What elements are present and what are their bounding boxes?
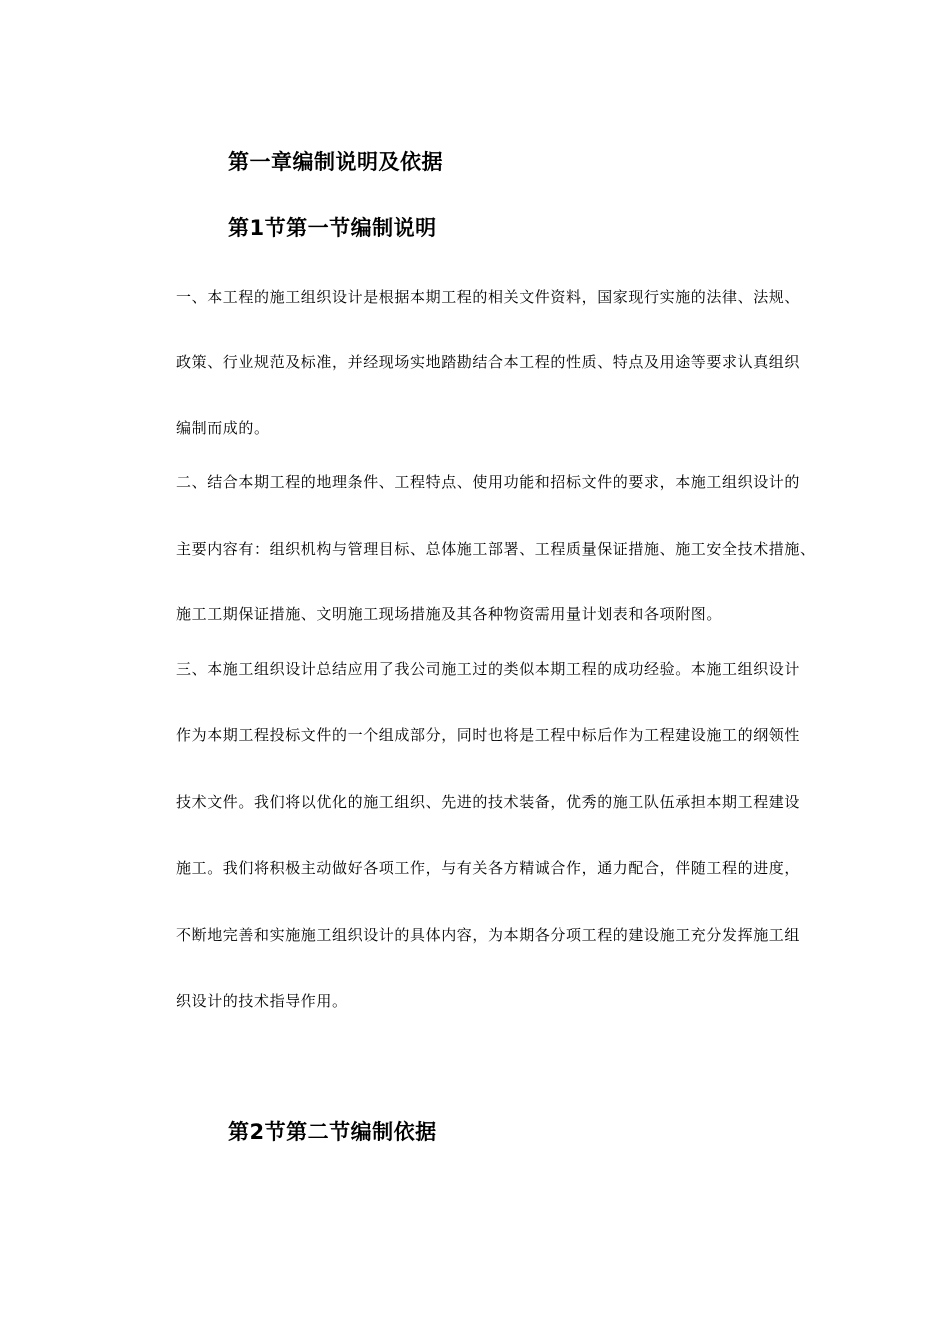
section-2-title: 第2节第二节编制依据	[228, 1120, 437, 1144]
chapter-title: 第一章编制说明及依据	[228, 150, 443, 174]
paragraph-line: 不断地完善和实施施工组织设计的具体内容，为本期各分项工程的建设施工充分发挥施工组	[176, 926, 801, 944]
paragraph-line: 二、结合本期工程的地理条件、工程特点、使用功能和招标文件的要求，本施工组织设计的	[176, 473, 801, 491]
paragraph-line: 三、本施工组织设计总结应用了我公司施工过的类似本期工程的成功经验。本施工组织设计	[176, 660, 801, 678]
paragraph-line: 作为本期工程投标文件的一个组成部分，同时也将是工程中标后作为工程建设施工的纲领性	[176, 726, 801, 744]
paragraph-line: 一、本工程的施工组织设计是根据本期工程的相关文件资料，国家现行实施的法律、法规、	[176, 288, 801, 306]
paragraph-line: 织设计的技术指导作用。	[176, 992, 348, 1010]
section-1-title: 第1节第一节编制说明	[228, 216, 437, 240]
paragraph-line: 技术文件。我们将以优化的施工组织、先进的技术装备，优秀的施工队伍承担本期工程建设	[176, 793, 801, 811]
paragraph-line: 施工工期保证措施、文明施工现场措施及其各种物资需用量计划表和各项附图。	[176, 605, 723, 623]
paragraph-line: 政策、行业规范及标准，并经现场实地踏勘结合本工程的性质、特点及用途等要求认真组织	[176, 353, 801, 371]
paragraph-line: 施工。我们将积极主动做好各项工作，与有关各方精诚合作，通力配合，伴随工程的进度，	[176, 859, 801, 877]
paragraph-line: 主要内容有：组织机构与管理目标、总体施工部署、工程质量保证措施、施工安全技术措施、	[176, 540, 816, 558]
paragraph-line: 编制而成的。	[176, 419, 270, 437]
